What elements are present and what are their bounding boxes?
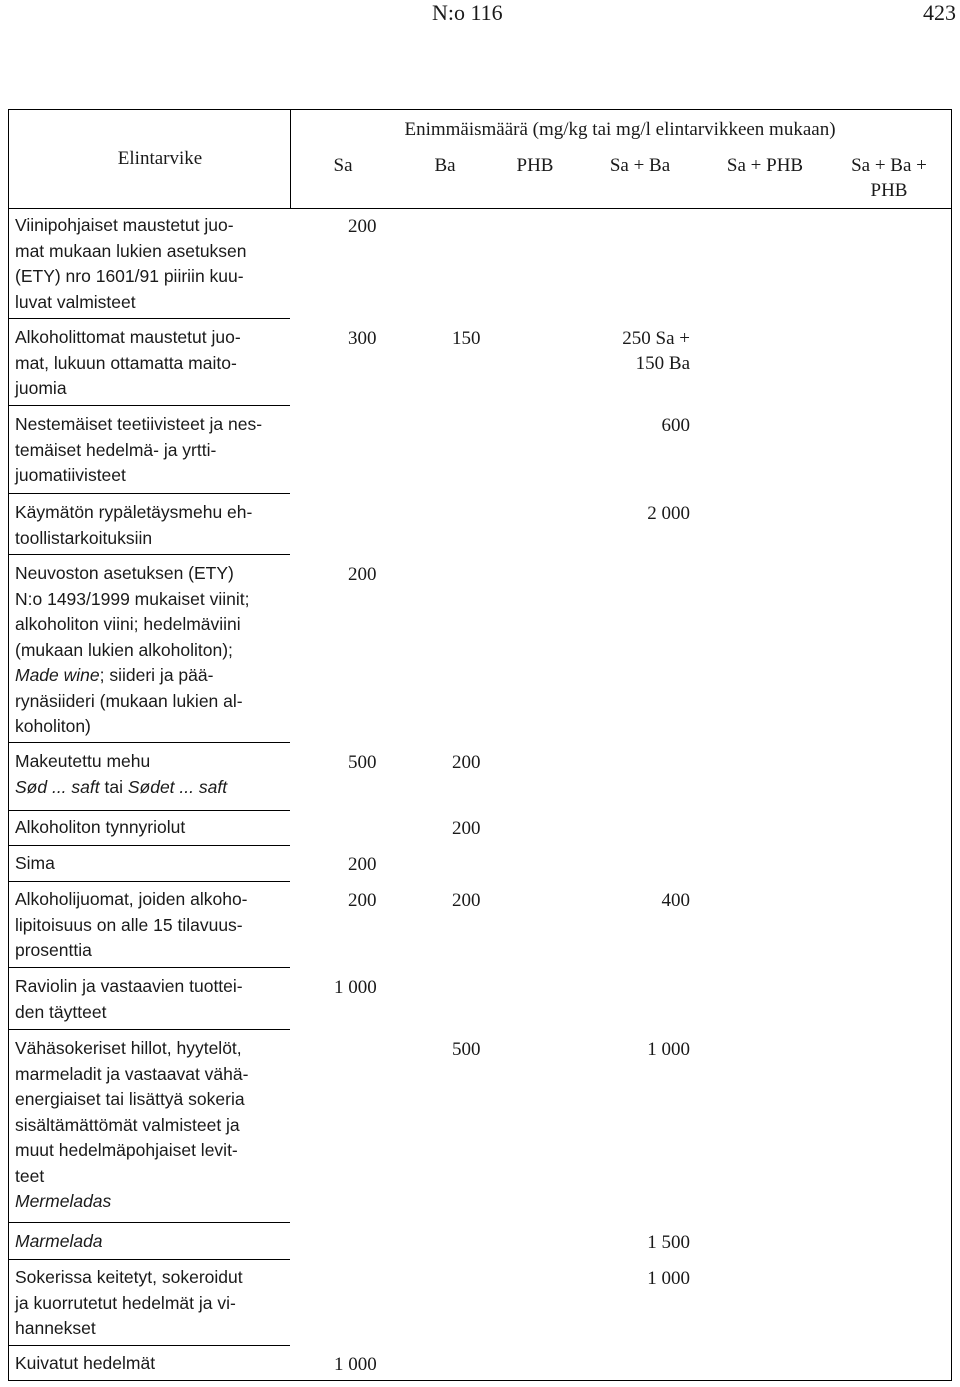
value-sa: 1 000 [334,977,377,998]
issue-number: N:o 116 [432,0,503,25]
page-number: 423 [923,0,956,25]
value-sa-ba: 600 [661,415,690,436]
value-sa-ba: 1 000 [647,1039,690,1060]
row-divider [8,554,290,555]
food-item-marmelada: Marmelada [15,1231,103,1251]
row-divider [8,1029,290,1030]
limit-column-header: Enimmäismäärä (mg/kg tai mg/l elintarvikkeen mukaan) [404,119,836,140]
value-sa: 200 [348,564,377,585]
value-ba: 200 [452,890,481,911]
food-item-grape-juice: Käymätön rypäletäysmehu eh- toollistarkoituksiin [15,502,253,548]
food-item-tea-concentrates: Nestemäiset teetiivisteet ja nes- temäiset hedelmä- ja yrtti- juomatiivisteet [15,414,263,485]
row-divider [8,405,290,406]
food-item-nonalcoholic-beer: Alkoholiton tynnyriolut [15,817,186,837]
value-ba: 500 [452,1039,481,1060]
food-item-wine-based-drinks: Viinipohjaiset maustetut juo- mat mukaan lukien asetuksen (ETY) nro 1601/91 piiriin kuu- luvat valmisteet [15,215,247,312]
row-divider [8,967,290,968]
row-divider [8,845,290,846]
value-sa: 200 [348,216,377,237]
value-sa: 500 [348,752,377,773]
value-ba: 200 [452,818,481,839]
row-divider [8,1259,290,1260]
value-sa: 300 [348,328,377,349]
col-sa-ba-phb-line2: PHB [870,180,908,201]
food-item-alcoholic-drinks-under-15: Alkoholijuomat, joiden alkoho- lipitoisuus on alle 15 tilavuus- prosenttia [15,889,248,960]
table-bottom-rule [8,1380,952,1381]
row-divider [8,493,290,494]
value-sa-ba: 150 Ba [635,353,690,374]
value-sa-ba: 2 000 [647,503,690,524]
food-item-sweetened-juice: Makeutettu mehu Sød ... saft tai Sødet ... saft [15,751,228,797]
value-sa: 1 000 [334,1354,377,1375]
value-sa: 200 [348,854,377,875]
value-ba: 150 [452,328,481,349]
food-item-nonalcoholic-flavoured-drinks: Alkoholittomat maustetut juo- mat, lukuun ottamatta maito- juomia [15,327,241,398]
value-sa-ba: 1 000 [647,1268,690,1289]
value-sa-ba: 400 [661,890,690,911]
food-item-candied-fruits: Sokerissa keitetyt, sokeroidut ja kuorrutetut hedelmät ja vi- hannekset [15,1267,243,1338]
food-item-wines: Neuvoston asetuksen (ETY) N:o 1493/1999 mukaiset viinit; alkoholiton viini; hedelmäviini (mukaan lukien alkoholiton); Made wine; siideri ja pää- rynäsiideri (mukaan lukien al- koholiton) [15,563,250,736]
col-sa-ba: Sa + Ba [609,155,671,176]
food-item-ravioli-fillings: Raviolin ja vastaavien tuottei- den täytteet [15,976,243,1022]
food-item-mead: Sima [15,853,55,873]
col-phb: PHB [516,155,554,176]
row-divider [8,881,290,882]
row-divider [8,1345,290,1346]
value-sa-ba: 250 Sa + [622,328,690,349]
value-sa: 200 [348,890,377,911]
col-ba: Ba [434,155,456,176]
col-sa-phb: Sa + PHB [726,155,804,176]
table-top-rule [8,109,952,110]
table-left-rule [8,109,9,1380]
food-item-low-sugar-jams: Vähäsokeriset hillot, hyytelöt, marmeladit ja vastaavat vähä- energiaiset tai lisättyä sokeria sisältämättömät valmisteet ja muut hedelmäpohjaiset levit- teet Mermeladas [15,1038,249,1211]
value-ba: 200 [452,752,481,773]
col-sa-ba-phb-line1: Sa + Ba + [851,155,927,176]
table-right-rule [951,109,952,1380]
col-sa: Sa [333,155,353,176]
header-divider [290,109,291,209]
food-column-header: Elintarvike [117,148,203,169]
row-divider [8,318,290,319]
header-bottom-rule [8,208,952,209]
row-divider [8,1222,290,1223]
value-sa-ba: 1 500 [647,1232,690,1253]
row-divider [8,742,290,743]
food-item-dried-fruits: Kuivatut hedelmät [15,1353,156,1373]
row-divider [8,810,290,811]
